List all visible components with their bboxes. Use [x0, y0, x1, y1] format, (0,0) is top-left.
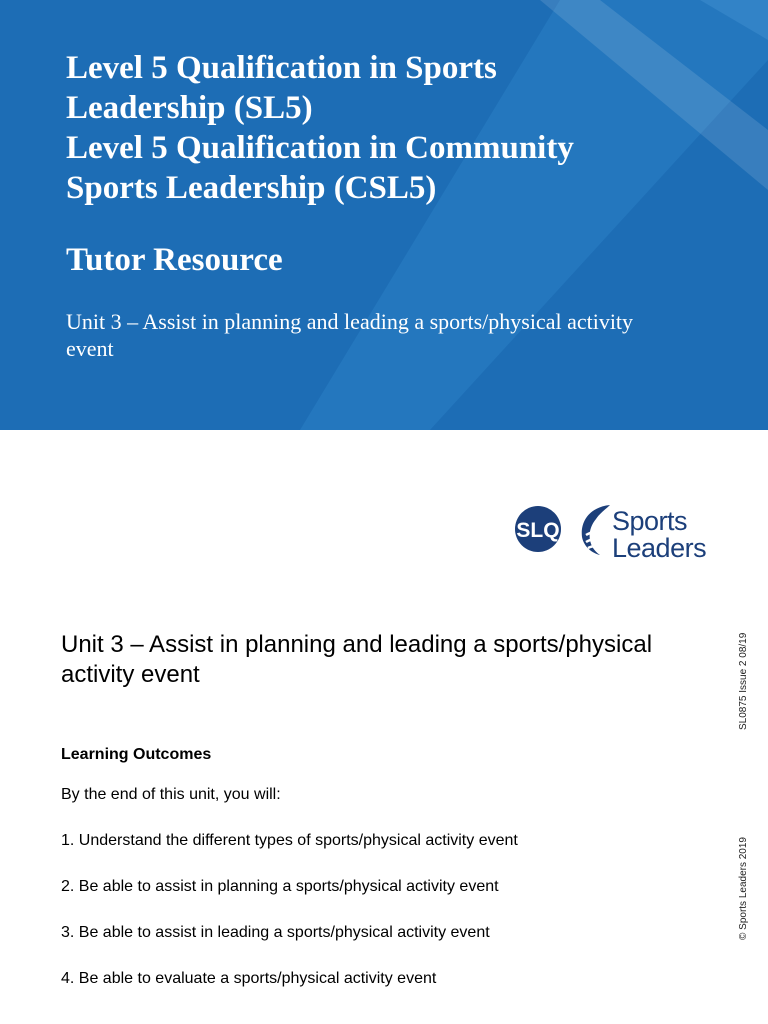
- outcome-item: 2. Be able to assist in planning a sports/physical activity event: [61, 878, 499, 895]
- outcome-item: 4. Be able to evaluate a sports/physical activity event: [61, 970, 437, 987]
- outcome-item: 3. Be able to assist in leading a sports/physical activity event: [61, 924, 490, 941]
- title-line: Leadership (SL5): [66, 90, 313, 126]
- intro-text: By the end of this unit, you will:: [61, 786, 281, 803]
- header-banner: [0, 0, 768, 430]
- title-line: Sports Leadership (CSL5): [66, 170, 437, 206]
- title-block: [66, 48, 746, 362]
- slq-logo-text: SLQ: [516, 519, 560, 542]
- unit-heading: Unit 3 – Assist in planning and leading a sports/physical activity event: [61, 631, 653, 688]
- main-content: [61, 630, 701, 988]
- slq-logo: [508, 505, 568, 553]
- logo-text-line: Leaders: [612, 533, 707, 563]
- tutor-resource-label: Tutor Resource: [66, 242, 283, 278]
- learning-outcomes-heading: Learning Outcomes: [61, 746, 212, 763]
- document-code: SL0875 Issue 2 08/19: [738, 632, 749, 730]
- title-line: Level 5 Qualification in Sports: [66, 50, 497, 86]
- logo-text-line: Sports: [612, 506, 688, 536]
- copyright-notice: © Sports Leaders 2019: [738, 837, 749, 940]
- outcome-item: 1. Understand the different types of sports/physical activity event: [61, 832, 518, 849]
- sports-leaders-logo-text: [612, 508, 706, 562]
- unit-subtitle: Unit 3 – Assist in planning and leading a sports/physical activity event: [66, 309, 634, 361]
- title-line: Level 5 Qualification in Community: [66, 130, 574, 166]
